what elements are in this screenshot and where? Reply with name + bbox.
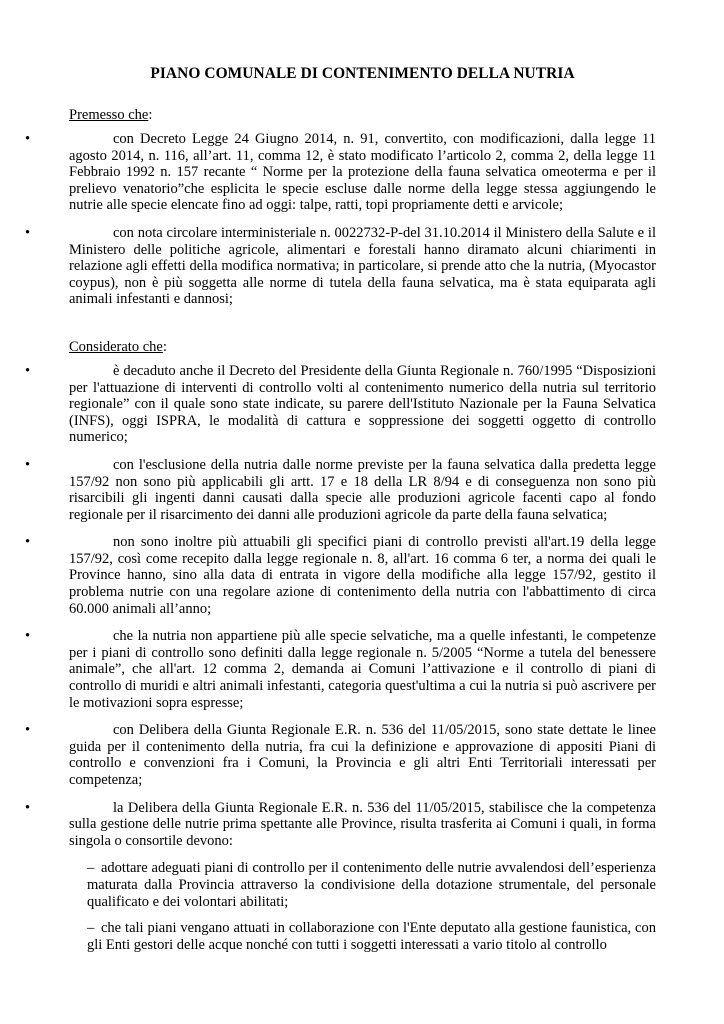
bullet-marker: •: [25, 534, 31, 551]
bullet-marker: •: [25, 456, 31, 473]
document-title: PIANO COMUNALE DI CONTENIMENTO DELLA NUTRIA: [150, 65, 575, 82]
dash-marker: –: [87, 860, 95, 877]
premesso-item-2: [25, 224, 656, 308]
sub-item-text: adottare adeguati piani di controllo per il contenimento delle nutrie avvalendosi dell’esperienza maturata dalla Provincia attraverso la condivisione della dotazione strumentale, del personale qualificato e dei volontari abilitati;: [87, 860, 656, 910]
premesso-list: [25, 131, 656, 308]
considerato-item-text: con Delibera della Giunta Regionale E.R. n. 536 del 11/05/2015, sono state dettate le linee guida per il contenimento della nutria, fra cui la definizione e approvazione di appositi Piani di controllo e convenzioni fra i Comuni, la Provincia e gli altri Enti Territoriali interessati per competenza;: [69, 722, 656, 788]
premesso-heading-text: Premesso che: [69, 107, 149, 123]
considerato-heading-text: Considerato che: [69, 338, 163, 355]
bullet-marker: •: [25, 722, 31, 739]
bullet-marker: •: [25, 362, 31, 379]
considerato-item-6: [25, 799, 656, 850]
considerato-item-text: non sono inoltre più attuabili gli specifici piani di controllo previsti all'art.19 della legge 157/92, così come recepito dalla legge regionale n. 8, all'art. 16 comma 6 ter, a norma dei quali le Province hanno, sino alla data di entrata in vigore della modifiche alla legge 157/92, gestito il problema nutrie con una regolare azione di contenimento della nutria con l'abbattimento di circa 60.000 animali all’anno;: [69, 534, 656, 617]
considerato-item-text: con l'esclusione della nutria dalle norme previste per la fauna selvatica dalla predetta legge 157/92 non sono più applicabili gli artt. 17 e 18 della LR 8/94 e di conseguenza non sono più risarcibili gli ingenti danni causati dalla specie alle produzioni agricole facenti capo al fondo regionale per il risarcimento dei danni alle produzioni agricole da parte della fauna selvatica;: [69, 456, 656, 523]
considerato-item-3: [25, 534, 656, 617]
considerato-sub-list: [69, 860, 656, 953]
sub-item-1: [87, 860, 656, 910]
premesso-item-text: con nota circolare interministeriale n. 0022732-P-del 31.10.2014 il Ministero della Salute e il Ministero delle politiche agricole, alimentari e forestali hanno diramato alcuni chiarimenti in relazione agli effetti della modifica normativa; in particolare, si prende atto che la nutria, (Myocastor coypus), non è più soggetta alle norme di tutela della fauna selvatica, ma è stata equiparata agli animali infestanti e dannosi;: [69, 224, 656, 308]
bullet-marker: •: [25, 131, 31, 147]
considerato-item-1: [25, 362, 656, 446]
premesso-item-1: [25, 131, 656, 214]
considerato-item-5: [25, 722, 656, 788]
considerato-item-2: [25, 456, 656, 523]
bullet-marker: •: [25, 799, 31, 816]
premesso-heading-colon: :: [148, 107, 153, 123]
considerato-item-text: è decaduto anche il Decreto del Presidente della Giunta Regionale n. 760/1995 “Disposizioni per l'attuazione di interventi di controllo volti al contenimento numerico della nutria sul territorio regionale” con il quale sono state indicate, su parere dell'Istituto Nazionale per la Fauna Selvatica (INFS), oggi ISPRA, le modalità di cattura e soppressione dei soggetti oggetto di controllo numerico;: [69, 362, 656, 446]
considerato-heading-colon: :: [162, 338, 167, 355]
considerato-item-text: che la nutria non appartiene più alle specie selvatiche, ma a quelle infestanti, le competenze per i piani di controllo sono definiti dalla legge regionale n. 5/2005 “Norme a tutela del benessere animale”, che all'art. 12 comma 2, demanda ai Comuni l’attivazione e il controllo di piani di controllo di muridi e altri animali infestanti, categoria quest'ultima a cui la nutria si può ascrivere per le motivazioni sopra espresse;: [69, 628, 656, 711]
considerato-heading: [69, 338, 656, 357]
considerato-list: [25, 362, 656, 849]
premesso-heading: [69, 106, 656, 125]
bullet-marker: •: [25, 628, 31, 645]
considerato-item-text: la Delibera della Giunta Regionale E.R. n. 536 del 11/05/2015, stabilisce che la competenza sulla gestione delle nutrie prima spettante alle Province, risulta trasferita ai Comuni i quali, in forma singola o consortile devono:: [69, 799, 656, 849]
considerato-item-4: [25, 628, 656, 711]
premesso-item-text: con Decreto Legge 24 Giugno 2014, n. 91, convertito, con modificazioni, dalla legge 11 agosto 2014, n. 116, all’art. 11, comma 12, è stato modificato l’articolo 2, comma 2, della legge 11 Febbraio 1992 n. 157 recante “ Norme per la protezione della fauna selvatica omeoterma e per il prelievo venatorio”che esplicita le specie escluse dalle norme della legge stessa aggiungendo le nutrie alle specie elencate fino ad oggi: talpe, ratti, topi propriamente detti e arvicole;: [69, 131, 656, 214]
sub-item-text: che tali piani vengano attuati in collaborazione con l'Ente deputato alla gestione faunistica, con gli Enti gestori delle acque nonché con tutti i soggetti interessati a vario titolo al controllo: [87, 920, 656, 953]
sub-item-2: [87, 920, 656, 953]
dash-marker: –: [87, 920, 95, 937]
bullet-marker: •: [25, 224, 31, 241]
